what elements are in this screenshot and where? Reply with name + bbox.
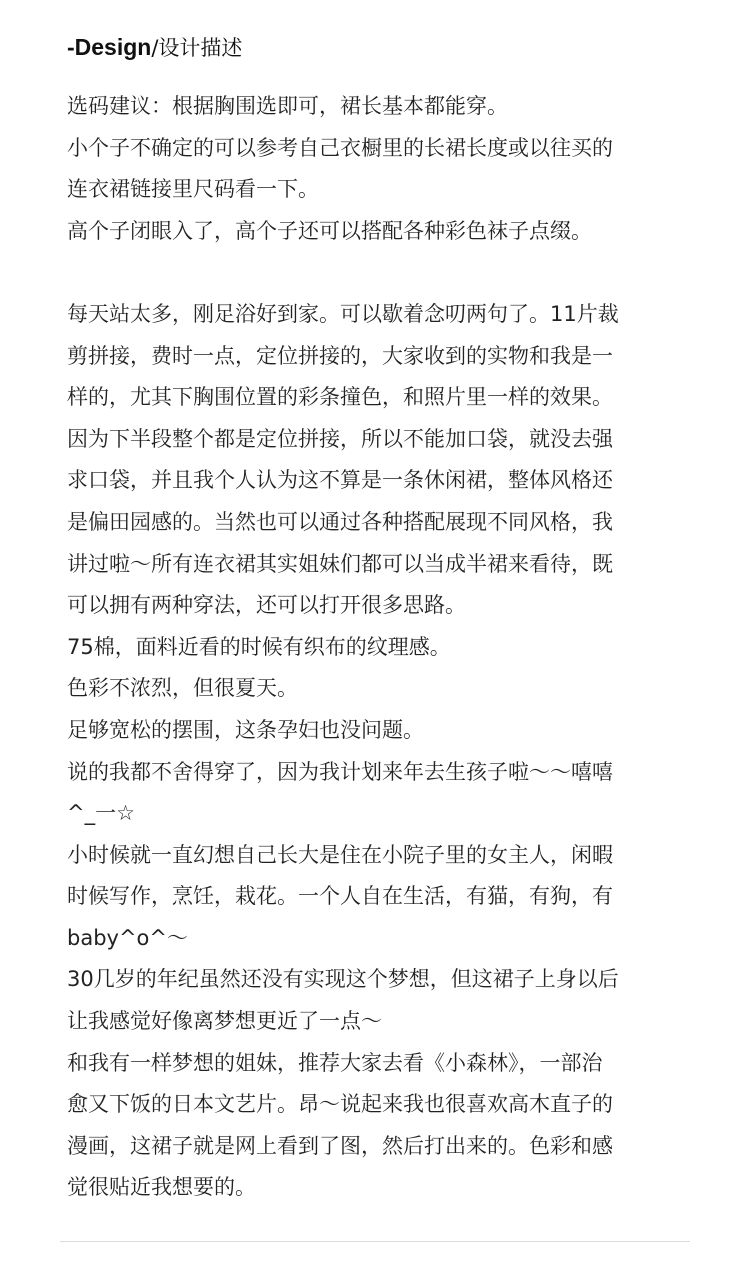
text-line: 说的我都不舍得穿了，因为我计划来年去生孩子啦～～嘻嘻 xyxy=(67,759,613,784)
text-line: 是偏田园感的。当然也可以通过各种搭配展现不同风格，我 xyxy=(67,509,613,534)
text-line: 觉很贴近我想要的。 xyxy=(67,1175,256,1200)
text-line: 时候写作，烹饪，栽花。一个人自在生活，有猫，有狗，有 xyxy=(67,884,613,909)
text-line: 选码建议：根据胸围选即可，裙长基本都能穿。 xyxy=(67,94,508,118)
text-line: 小时候就一直幻想自己长大是住在小院子里的女主人，闲暇 xyxy=(67,842,613,867)
text-line: 小个子不确定的可以参考自己衣橱里的长裙长度或以往买的 xyxy=(67,135,613,160)
text-line: 可以拥有两种穿法，还可以打开很多思路。 xyxy=(67,593,466,618)
text-line: 高个子闭眼入了，高个子还可以搭配各种彩色袜子点缀。 xyxy=(67,218,592,243)
text-line: baby^o^～ xyxy=(67,925,188,950)
text-line: 愈又下饭的日本文艺片。昂～说起来我也很喜欢高木直子的 xyxy=(67,1092,613,1117)
heading-chinese: /设计描述 xyxy=(151,36,243,60)
text-line: 和我有一样梦想的姐妹，推荐大家去看《小森林》，一部治 xyxy=(67,1050,603,1075)
text-line: 让我感觉好像离梦想更近了一点～ xyxy=(67,1009,382,1034)
text-line: 足够宽松的摆围，这条孕妇也没问题。 xyxy=(67,717,424,742)
heading-english: -Design xyxy=(67,34,152,60)
text-line: 每天站太多，刚足浴好到家。可以歇着念叨两句了。11片裁 xyxy=(67,301,619,326)
text-line: 讲过啦～所有连衣裙其实姐妹们都可以当成半裙来看待，既 xyxy=(67,551,613,576)
design-description xyxy=(67,86,687,1209)
text-line: 因为下半段整个都是定位拼接，所以不能加口袋，就没去强 xyxy=(67,426,613,451)
blank-line xyxy=(67,252,687,294)
text-line: 样的，尤其下胸围位置的彩条撞色，和照片里一样的效果。 xyxy=(67,385,613,410)
section-heading xyxy=(67,30,242,64)
text-line: 30几岁的年纪虽然还没有实现这个梦想，但这裙子上身以后 xyxy=(67,967,619,992)
text-line: 剪拼接，费时一点，定位拼接的，大家收到的实物和我是一 xyxy=(67,343,613,368)
text-line: 75棉，面料近看的时候有织布的纹理感。 xyxy=(67,634,451,659)
text-line: 色彩不浓烈，但很夏天。 xyxy=(67,676,298,701)
text-line: 连衣裙链接里尺码看一下。 xyxy=(67,177,319,202)
text-line: ^_一☆ xyxy=(67,801,135,826)
text-line: 漫画，这裙子就是网上看到了图，然后打出来的。色彩和感 xyxy=(67,1133,613,1158)
bottom-divider xyxy=(60,1241,690,1242)
text-line: 求口袋，并且我个人认为这不算是一条休闲裙，整体风格还 xyxy=(67,468,613,493)
